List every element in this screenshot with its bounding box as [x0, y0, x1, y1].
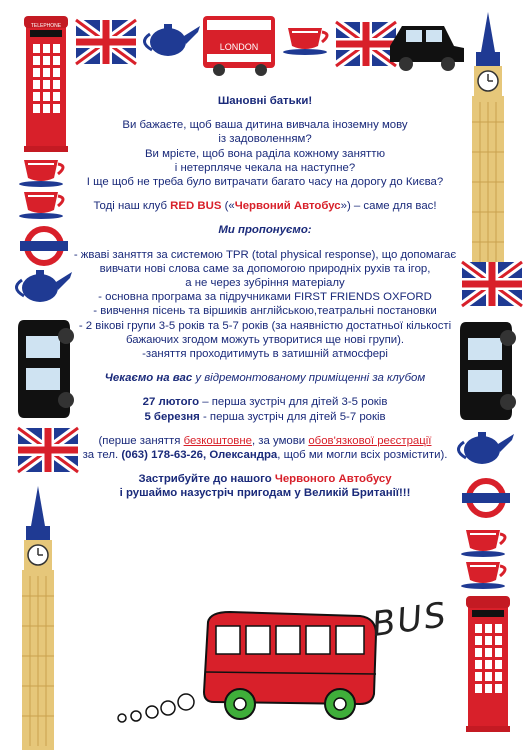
offer-2: - основна програма за підручниками FIRST FRIENDS OXFORD — [98, 291, 432, 304]
london-bus-top — [203, 16, 275, 76]
question-3: І ще щоб не треба було витрачати багато часу на дорогу до Києва? — [86, 176, 444, 189]
offer-1a: - жваві заняття за системою TPR (total physical response), що допомагає — [73, 248, 457, 261]
phone-box-label: TELEPHONE — [30, 23, 62, 29]
taxi-top — [390, 26, 464, 71]
offer-4a: - 2 вікові групи 3-5 років та 5-7 років (за наявністю достатньої кількості — [78, 319, 452, 332]
teapot-top — [144, 24, 200, 56]
teacup-top — [283, 28, 327, 55]
exhaust-smoke — [118, 694, 194, 722]
svg-text:LONDON: LONDON — [219, 42, 259, 52]
club-name: RED BUS — [170, 200, 222, 213]
big-ben-left — [22, 486, 54, 750]
note-line: (перше заняття безкоштовне, за умови обов'язкової реєстрації — [98, 434, 432, 447]
letter-body — [60, 94, 470, 501]
offer-4b: бажаючих згодом можуть утворитися ще нові групи). — [125, 333, 405, 346]
question-2b: і нетерпляче чекала на наступне? — [174, 161, 356, 174]
question-2a: Ви мрієте, щоб вона раділа кожному заняттю — [144, 147, 386, 160]
phone-box-bottom-right — [466, 596, 510, 732]
date-line-1: 27 лютого – перша зустріч для дітей 3-5 років — [142, 396, 388, 409]
date-line-2: 5 березня - перша зустріч для дітей 5-7 років — [144, 410, 386, 423]
closing-2: і рушаймо назустріч пригодам у Великій Британії!!! — [119, 487, 411, 500]
teacup-right-1 — [461, 530, 505, 557]
handwritten-bus-word: BUS — [369, 594, 451, 646]
offer-5: -заняття проходитимуть в затишній атмосфері — [142, 348, 388, 361]
union-jack-top-right — [336, 22, 396, 66]
offer-3: - вивчення пісень та віршиків англійською,театральні постановки — [93, 305, 437, 318]
teacup-right-2 — [461, 562, 505, 589]
offer-heading: Ми пропонуємо: — [218, 224, 312, 237]
offer-1b: вивчати нові слова саме за допомогою природніх рухів та ігор, — [99, 262, 431, 275]
union-jack-top — [76, 20, 136, 64]
teacup-left-1 — [19, 160, 63, 187]
wait-line: Чекаємо на вас у відремонтованому приміщенні за клубом — [104, 372, 426, 385]
offer-1c: а не через зубріння матеріалу — [185, 277, 345, 290]
big-ben-right — [472, 12, 504, 276]
teacup-left-2 — [19, 192, 63, 219]
phone-line: за тел. (063) 178-63-26, Олександра, щоб ми могли всіх розмістити). — [82, 449, 448, 462]
union-jack-right — [462, 262, 522, 306]
question-1b: із задоволенням? — [218, 133, 312, 146]
club-name-ua: Червоний Автобус — [234, 200, 341, 213]
red-bus-illustration — [204, 612, 376, 719]
question-1a: Ви бажаєте, щоб ваша дитина вивчала іноземну мову — [122, 119, 408, 132]
closing-1: Застрибуйте до нашого Червоного Автобусу — [138, 473, 392, 486]
club-line: Тоді наш клуб RED BUS («Червоний Автобус») – саме для вас! — [93, 200, 437, 213]
greeting: Шановні батьки! — [217, 95, 313, 107]
